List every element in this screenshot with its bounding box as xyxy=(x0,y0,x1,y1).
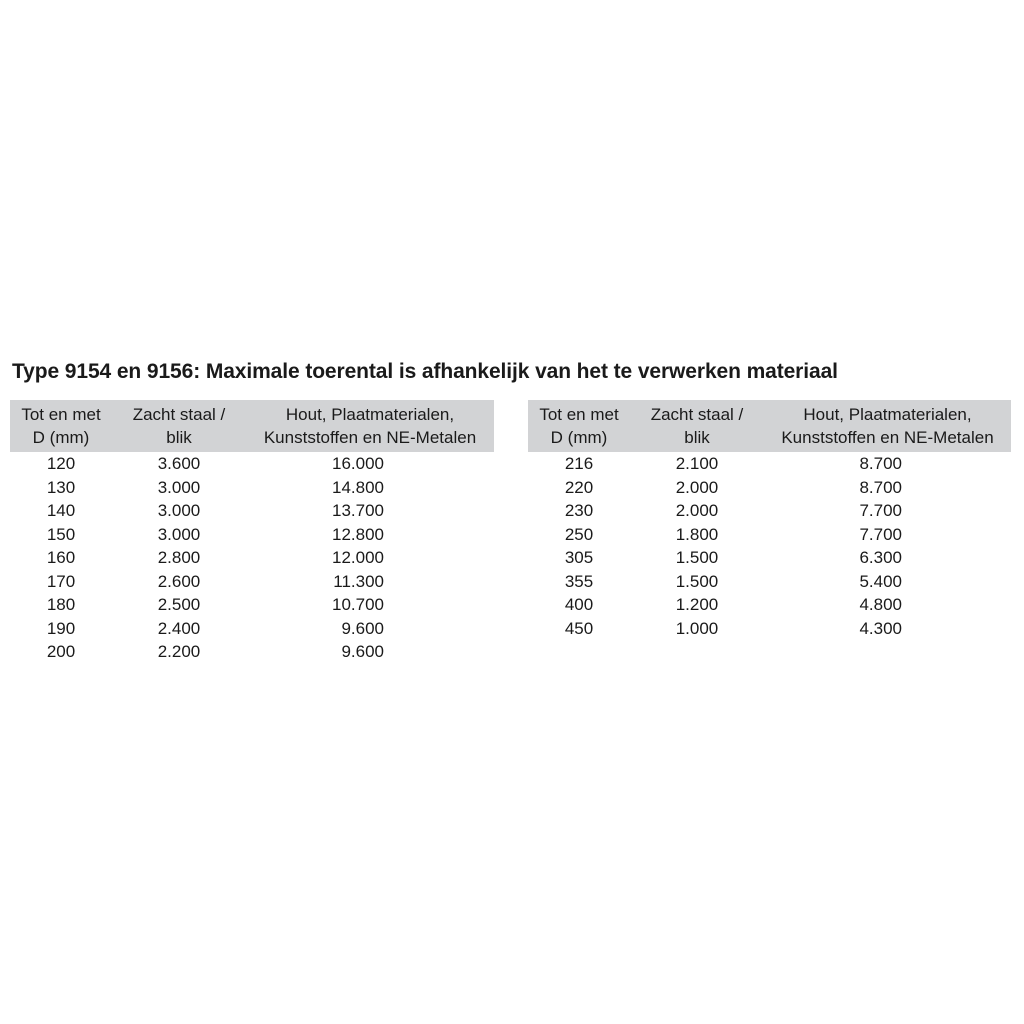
speed-table-right xyxy=(528,400,1011,640)
cell-diameter: 450 xyxy=(564,618,594,638)
cell-wood-plastics: 11.300 xyxy=(333,571,384,591)
table-row xyxy=(10,546,494,570)
header-wood-plastics: Hout, Plaatmaterialen, Kunststoffen en NE-Metalen xyxy=(764,400,1011,452)
table-row xyxy=(10,523,494,547)
table-row xyxy=(528,546,1011,570)
cell-wood-plastics: 9.600 xyxy=(341,618,384,638)
cell-wood-plastics: 12.000 xyxy=(332,548,384,567)
cell-soft-steel: 3.600 xyxy=(157,454,201,473)
table-row xyxy=(528,476,1011,500)
cell-wood-plastics: 8.700 xyxy=(859,454,902,473)
table-row xyxy=(10,476,494,500)
cell-wood-plastics: 5.400 xyxy=(859,571,902,591)
table-row xyxy=(528,617,1011,641)
table-row xyxy=(528,593,1011,617)
cell-wood-plastics: 7.700 xyxy=(859,524,902,544)
table-row xyxy=(10,570,494,594)
cell-soft-steel: 2.500 xyxy=(157,595,201,614)
cell-diameter: 130 xyxy=(46,477,76,497)
cell-diameter: 160 xyxy=(46,548,76,567)
cell-wood-plastics: 10.700 xyxy=(332,595,384,614)
table-row xyxy=(528,523,1011,547)
table-body xyxy=(10,452,494,664)
cell-soft-steel: 2.400 xyxy=(157,618,201,638)
header-soft-steel: Zacht staal / blik xyxy=(630,400,764,452)
header-wood-plastics: Hout, Plaatmaterialen, Kunststoffen en NE-Metalen xyxy=(246,400,494,452)
cell-soft-steel: 2.100 xyxy=(675,454,719,473)
cell-wood-plastics: 6.300 xyxy=(859,548,902,567)
cell-wood-plastics: 4.300 xyxy=(859,618,902,638)
cell-diameter: 355 xyxy=(564,571,594,591)
cell-soft-steel: 1.800 xyxy=(675,524,719,544)
cell-diameter: 220 xyxy=(564,477,594,497)
table-row xyxy=(528,452,1011,476)
cell-soft-steel: 1.200 xyxy=(675,595,719,614)
cell-soft-steel: 3.000 xyxy=(157,501,201,520)
cell-soft-steel: 3.000 xyxy=(157,477,201,497)
table-row xyxy=(10,452,494,476)
cell-wood-plastics: 4.800 xyxy=(859,595,902,614)
table-body xyxy=(528,452,1011,640)
cell-wood-plastics: 8.700 xyxy=(859,477,902,497)
cell-soft-steel: 1.500 xyxy=(675,571,719,591)
cell-wood-plastics: 16.000 xyxy=(332,454,384,473)
cell-diameter: 140 xyxy=(46,501,76,520)
cell-soft-steel: 2.000 xyxy=(675,501,719,520)
header-diameter: Tot en met D (mm) xyxy=(10,400,112,452)
page-title: Type 9154 en 9156: Maximale toerental is afhankelijk van het te verwerken materiaal xyxy=(12,360,838,383)
table-header xyxy=(528,400,1011,452)
table-row xyxy=(10,499,494,523)
cell-diameter: 305 xyxy=(564,548,594,567)
cell-diameter: 230 xyxy=(564,501,594,520)
table-row xyxy=(10,617,494,641)
table-row xyxy=(10,640,494,664)
cell-diameter: 170 xyxy=(46,571,76,591)
cell-wood-plastics: 14.800 xyxy=(332,477,384,497)
cell-diameter: 400 xyxy=(564,595,594,614)
cell-soft-steel: 2.200 xyxy=(157,642,201,661)
cell-soft-steel: 1.000 xyxy=(675,618,719,638)
table-row xyxy=(528,570,1011,594)
cell-diameter: 216 xyxy=(564,454,594,473)
table-row xyxy=(10,593,494,617)
cell-soft-steel: 2.000 xyxy=(675,477,719,497)
speed-table-left xyxy=(10,400,494,664)
cell-diameter: 120 xyxy=(46,454,76,473)
cell-diameter: 150 xyxy=(46,524,76,544)
table-row xyxy=(528,499,1011,523)
cell-diameter: 200 xyxy=(46,642,76,661)
cell-diameter: 180 xyxy=(46,595,76,614)
cell-soft-steel: 3.000 xyxy=(157,524,201,544)
cell-diameter: 190 xyxy=(46,618,76,638)
cell-soft-steel: 2.600 xyxy=(157,571,201,591)
header-soft-steel: Zacht staal / blik xyxy=(112,400,246,452)
cell-wood-plastics: 7.700 xyxy=(859,501,902,520)
cell-diameter: 250 xyxy=(564,524,594,544)
cell-wood-plastics: 12.800 xyxy=(332,524,384,544)
cell-wood-plastics: 9.600 xyxy=(341,642,384,661)
table-header xyxy=(10,400,494,452)
cell-soft-steel: 1.500 xyxy=(675,548,719,567)
cell-soft-steel: 2.800 xyxy=(157,548,201,567)
cell-wood-plastics: 13.700 xyxy=(332,501,384,520)
header-diameter: Tot en met D (mm) xyxy=(528,400,630,452)
